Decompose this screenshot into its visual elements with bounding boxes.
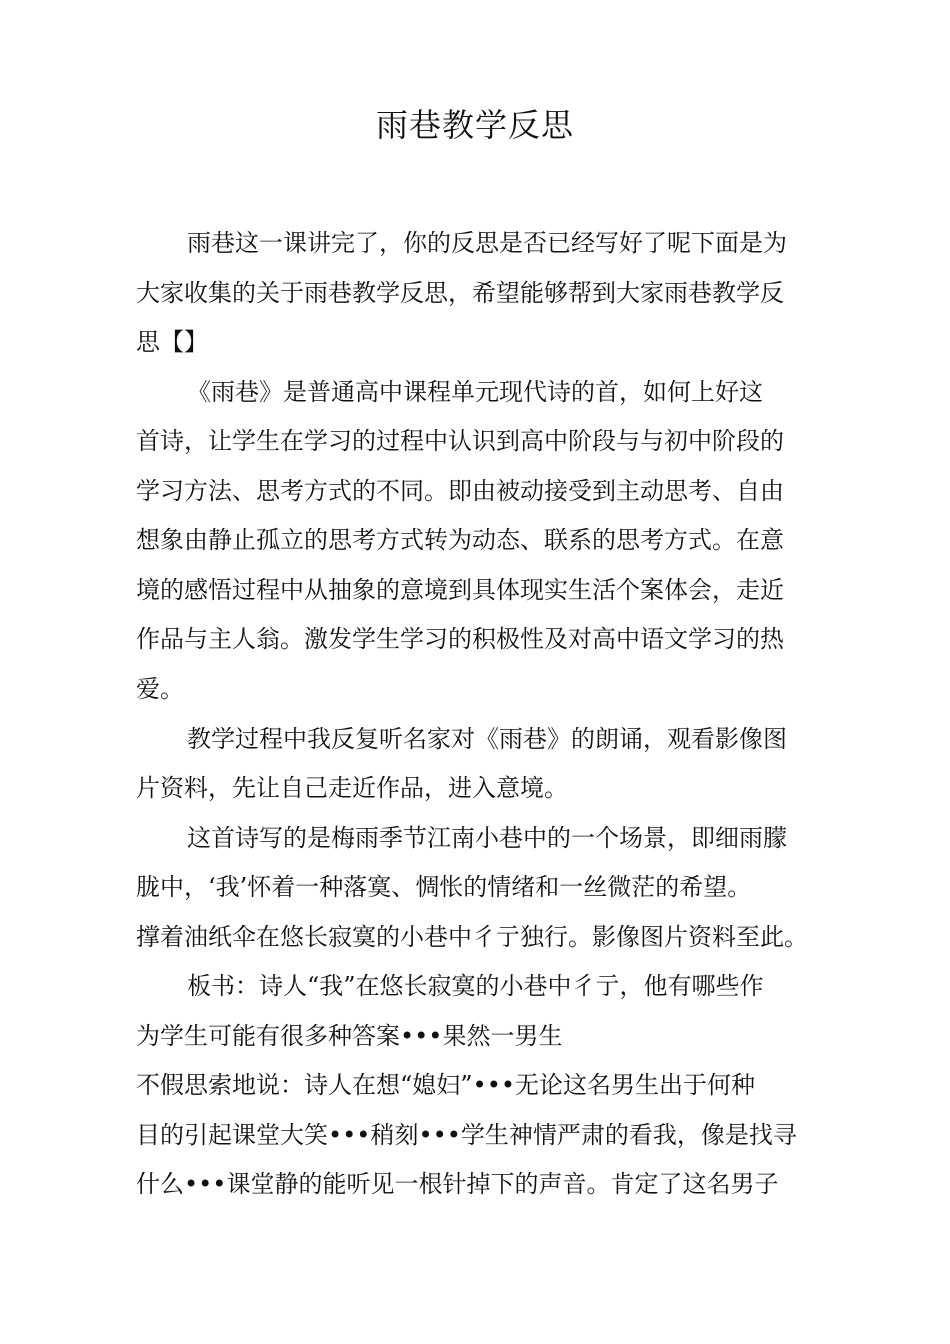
body-line-6: 学习方法、思考方式的不同。即由被动接受到主动思考、自由 xyxy=(136,477,784,505)
body-line-13: 这首诗写的是梅雨季节江南小巷中的一个场景，即细雨朦 xyxy=(187,824,787,852)
body-line-20: 什么•••课堂静的能听见一根针掉下的声音。肯定了这名男子 xyxy=(136,1170,779,1198)
body-line-12: 片资料，先让自己走近作品，进入意境。 xyxy=(136,774,568,802)
body-line-15: 撑着油纸伞在悠长寂寞的小巷中彳亍独行。影像图片资料至此。 xyxy=(136,923,808,951)
body-line-9: 作品与主人翁。激发学生学习的积极性及对高中语文学习的热 xyxy=(136,625,784,653)
body-line-10: 爱。 xyxy=(136,675,184,703)
body-line-17: 为学生可能有很多种答案•••果然一男生 xyxy=(136,1022,563,1050)
body-line-1: 雨巷这一课讲完了，你的反思是否已经写好了呢下面是为 xyxy=(187,229,787,257)
body-line-16: 板书：诗人“我”在悠长寂寞的小巷中彳亍，他有哪些作 xyxy=(187,972,764,1000)
body-line-4: 《雨巷》是普通高中课程单元现代诗的首，如何上好这 xyxy=(187,378,763,406)
body-line-3: 思【】 xyxy=(136,328,208,356)
body-line-14: 胧中，‘我’怀着一种落寞、惆怅的情绪和一丝微茫的希望。 xyxy=(136,873,752,901)
body-line-2: 大家收集的关于雨巷教学反思，希望能够帮到大家雨巷教学反 xyxy=(136,279,784,307)
body-line-8: 境的感悟过程中从抽象的意境到具体现实生活个案体会，走近 xyxy=(136,576,784,604)
body-line-7: 想象由静止孤立的思考方式转为动态、联系的思考方式。在意 xyxy=(136,526,784,554)
body-line-18: 不假思索地说：诗人在想“媳妇”•••无论这名男生出于何种 xyxy=(136,1071,756,1099)
document-title: 雨巷教学反思 xyxy=(375,106,574,144)
body-line-11: 教学过程中我反复听名家对《雨巷》的朗诵，观看影像图 xyxy=(187,725,787,753)
body-line-5: 首诗，让学生在学习的过程中认识到高中阶段与与初中阶段的 xyxy=(136,427,784,455)
body-line-19: 目的引起课堂大笑•••稍刻•••学生神情严肃的看我，像是找寻 xyxy=(136,1121,797,1149)
